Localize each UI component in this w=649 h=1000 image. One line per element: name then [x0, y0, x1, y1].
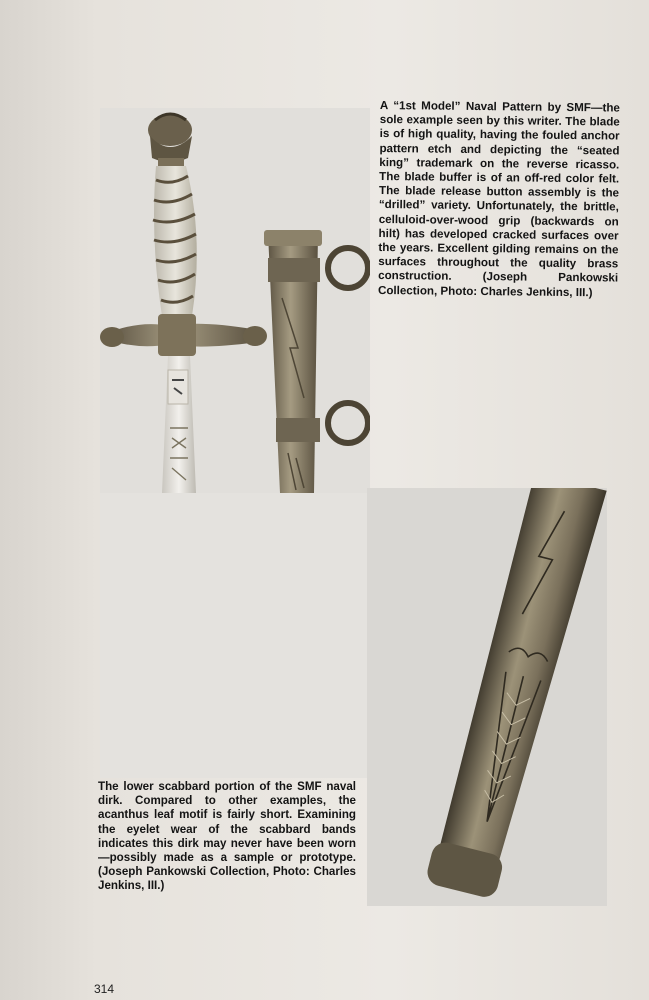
- top-photo-caption: A “1st Model” Naval Pattern by SMF—the sole example seen by this writer. The blade is of high quality, having the fouled anchor pattern etch and depicting the “seated king” trademark on the reverse ricasso. The blade buffer is of an off-red color felt. The blade release button assembly is the “drilled” variety. Unfortunately, the brittle, celluloid-over-wood grip (backwards on hilt) has developed cracked surfaces over the years. Excellent gilding remains on the surfaces throughout the quality brass construction. (Joseph Pankowski Collection, Photo: Charles Jenkins, III.): [377, 99, 620, 299]
- page-number: 314: [94, 982, 115, 996]
- photo-background-area: [100, 493, 367, 778]
- dirk-and-scabbard-photo: [100, 108, 370, 493]
- bottom-photo-caption: The lower scabbard portion of the SMF naval dirk. Compared to other examples, the acanthus leaf motif is fairly short. Examining the eyelet wear of the scabbard bands indicates this dirk may never have been worn—possibly made as a sample or prototype. (Joseph Pankowski Collection, Photo: Charles Jenkins, III.): [98, 780, 356, 893]
- scabbard-closeup-photo: [367, 488, 607, 906]
- dirk-illustration: [100, 108, 370, 493]
- scabbard-closeup-illustration: [367, 488, 607, 906]
